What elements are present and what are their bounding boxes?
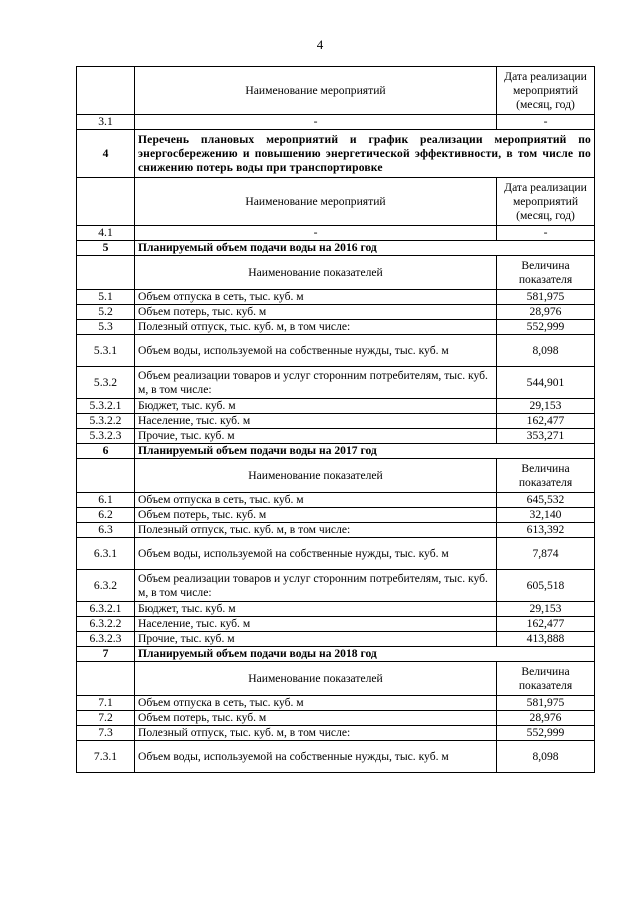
row-number: 6.1 (77, 493, 135, 508)
header-value-cell: Величина показателя (497, 459, 595, 493)
row-value: 32,140 (497, 508, 595, 523)
row-name: Объем воды, используемой на собственные нужды, тыс. куб. м (135, 741, 497, 773)
row-name: Бюджет, тыс. куб. м (135, 602, 497, 617)
row-number: 5.3.2.1 (77, 399, 135, 414)
row-number: 5.3.2.3 (77, 429, 135, 444)
header-num-cell (77, 459, 135, 493)
table-row (77, 523, 595, 538)
header-value-cell: Величина показателя (497, 256, 595, 290)
table-row (77, 632, 595, 647)
row-number: 7.3 (77, 726, 135, 741)
page-number: 4 (316, 37, 324, 52)
row-value: 552,999 (497, 320, 595, 335)
row-value: 613,392 (497, 523, 595, 538)
row-value: 8,098 (497, 741, 595, 773)
row-value: 413,888 (497, 632, 595, 647)
header-num-cell (77, 178, 135, 226)
table-row (77, 570, 595, 602)
header-date-cell: Дата реализации мероприятий (месяц, год) (497, 67, 595, 115)
table-row (77, 429, 595, 444)
table-row (77, 367, 595, 399)
table-row (77, 493, 595, 508)
table-row (77, 115, 595, 130)
row-value: 581,975 (497, 290, 595, 305)
row-value: 353,271 (497, 429, 595, 444)
header-date-cell: Дата реализации мероприятий (месяц, год) (497, 178, 595, 226)
table-row (77, 538, 595, 570)
header-name-cell: Наименование показателей (135, 662, 497, 696)
row-name: Объем реализации товаров и услуг сторонним потребителям, тыс. куб. м, в том числе: (135, 367, 497, 399)
header-name-cell: Наименование мероприятий (135, 178, 497, 226)
row-name: Население, тыс. куб. м (135, 414, 497, 429)
section-number: 7 (77, 647, 135, 662)
table-row (77, 335, 595, 367)
row-number: 5.2 (77, 305, 135, 320)
section-number: 4 (77, 130, 135, 178)
section-number: 5 (77, 241, 135, 256)
row-number: 5.3.2 (77, 367, 135, 399)
section-6-title-row (77, 444, 595, 459)
table-row (77, 741, 595, 773)
row-value: - (497, 115, 595, 130)
header-name-cell: Наименование показателей (135, 256, 497, 290)
row-name: - (135, 115, 497, 130)
row-number: 5.3 (77, 320, 135, 335)
section-title: Перечень плановых мероприятий и график реализации мероприятий по энергосбережению и повышению энергетической эффективности, в том числе по снижению потерь воды при транспортировке (135, 130, 595, 178)
section-5-title-row (77, 241, 595, 256)
row-value: 29,153 (497, 602, 595, 617)
table-row (77, 696, 595, 711)
row-name: Полезный отпуск, тыс. куб. м, в том числе: (135, 320, 497, 335)
row-value: 162,477 (497, 617, 595, 632)
row-value: 544,901 (497, 367, 595, 399)
row-name: Объем потерь, тыс. куб. м (135, 305, 497, 320)
row-number: 6.3.1 (77, 538, 135, 570)
row-value: 28,976 (497, 711, 595, 726)
row-number: 4.1 (77, 226, 135, 241)
section-header-row (77, 256, 595, 290)
section-title: Планируемый объем подачи воды на 2016 год (135, 241, 595, 256)
row-name: Объем отпуска в сеть, тыс. куб. м (135, 493, 497, 508)
row-number: 6.2 (77, 508, 135, 523)
row-number: 6.3.2.2 (77, 617, 135, 632)
table-row (77, 711, 595, 726)
header-name-cell: Наименование мероприятий (135, 67, 497, 115)
row-name: Объем реализации товаров и услуг сторонним потребителям, тыс. куб. м, в том числе: (135, 570, 497, 602)
header-value-cell: Величина показателя (497, 662, 595, 696)
row-name: Прочие, тыс. куб. м (135, 429, 497, 444)
row-number: 5.3.1 (77, 335, 135, 367)
row-number: 5.3.2.2 (77, 414, 135, 429)
section-4-row (77, 130, 595, 178)
indicators-table (76, 66, 595, 773)
row-value: 28,976 (497, 305, 595, 320)
row-number: 3.1 (77, 115, 135, 130)
row-number: 6.3.2.1 (77, 602, 135, 617)
table-row (77, 320, 595, 335)
row-number: 5.1 (77, 290, 135, 305)
row-number: 6.3.2 (77, 570, 135, 602)
section-number: 6 (77, 444, 135, 459)
row-name: Объем потерь, тыс. куб. м (135, 711, 497, 726)
row-name: Объем воды, используемой на собственные нужды, тыс. куб. м (135, 335, 497, 367)
row-value: 645,532 (497, 493, 595, 508)
row-name: Полезный отпуск, тыс. куб. м, в том числе: (135, 523, 497, 538)
header-num-cell (77, 256, 135, 290)
row-number: 6.3.2.3 (77, 632, 135, 647)
row-number: 6.3 (77, 523, 135, 538)
header-name-cell: Наименование показателей (135, 459, 497, 493)
row-name: Население, тыс. куб. м (135, 617, 497, 632)
section-title: Планируемый объем подачи воды на 2017 год (135, 444, 595, 459)
row-name: Объем воды, используемой на собственные нужды, тыс. куб. м (135, 538, 497, 570)
table-row (77, 617, 595, 632)
row-value: 162,477 (497, 414, 595, 429)
row-name: Бюджет, тыс. куб. м (135, 399, 497, 414)
row-value: - (497, 226, 595, 241)
table-row (77, 602, 595, 617)
table-row (77, 399, 595, 414)
row-value: 7,874 (497, 538, 595, 570)
row-number: 7.2 (77, 711, 135, 726)
table-row (77, 414, 595, 429)
row-name: Объем отпуска в сеть, тыс. куб. м (135, 290, 497, 305)
section-4-header-row (77, 178, 595, 226)
row-value: 29,153 (497, 399, 595, 414)
table-row (77, 305, 595, 320)
section-header-row (77, 459, 595, 493)
header-num-cell (77, 67, 135, 115)
table-header-row (77, 67, 595, 115)
header-num-cell (77, 662, 135, 696)
row-name: Прочие, тыс. куб. м (135, 632, 497, 647)
row-value: 605,518 (497, 570, 595, 602)
section-header-row (77, 662, 595, 696)
row-value: 581,975 (497, 696, 595, 711)
table-row (77, 290, 595, 305)
section-title: Планируемый объем подачи воды на 2018 год (135, 647, 595, 662)
table-row (77, 726, 595, 741)
row-name: - (135, 226, 497, 241)
row-name: Полезный отпуск, тыс. куб. м, в том числе: (135, 726, 497, 741)
row-number: 7.1 (77, 696, 135, 711)
row-name: Объем отпуска в сеть, тыс. куб. м (135, 696, 497, 711)
row-value: 8,098 (497, 335, 595, 367)
row-name: Объем потерь, тыс. куб. м (135, 508, 497, 523)
table-row (77, 226, 595, 241)
table-row (77, 508, 595, 523)
section-7-title-row (77, 647, 595, 662)
row-number: 7.3.1 (77, 741, 135, 773)
row-value: 552,999 (497, 726, 595, 741)
